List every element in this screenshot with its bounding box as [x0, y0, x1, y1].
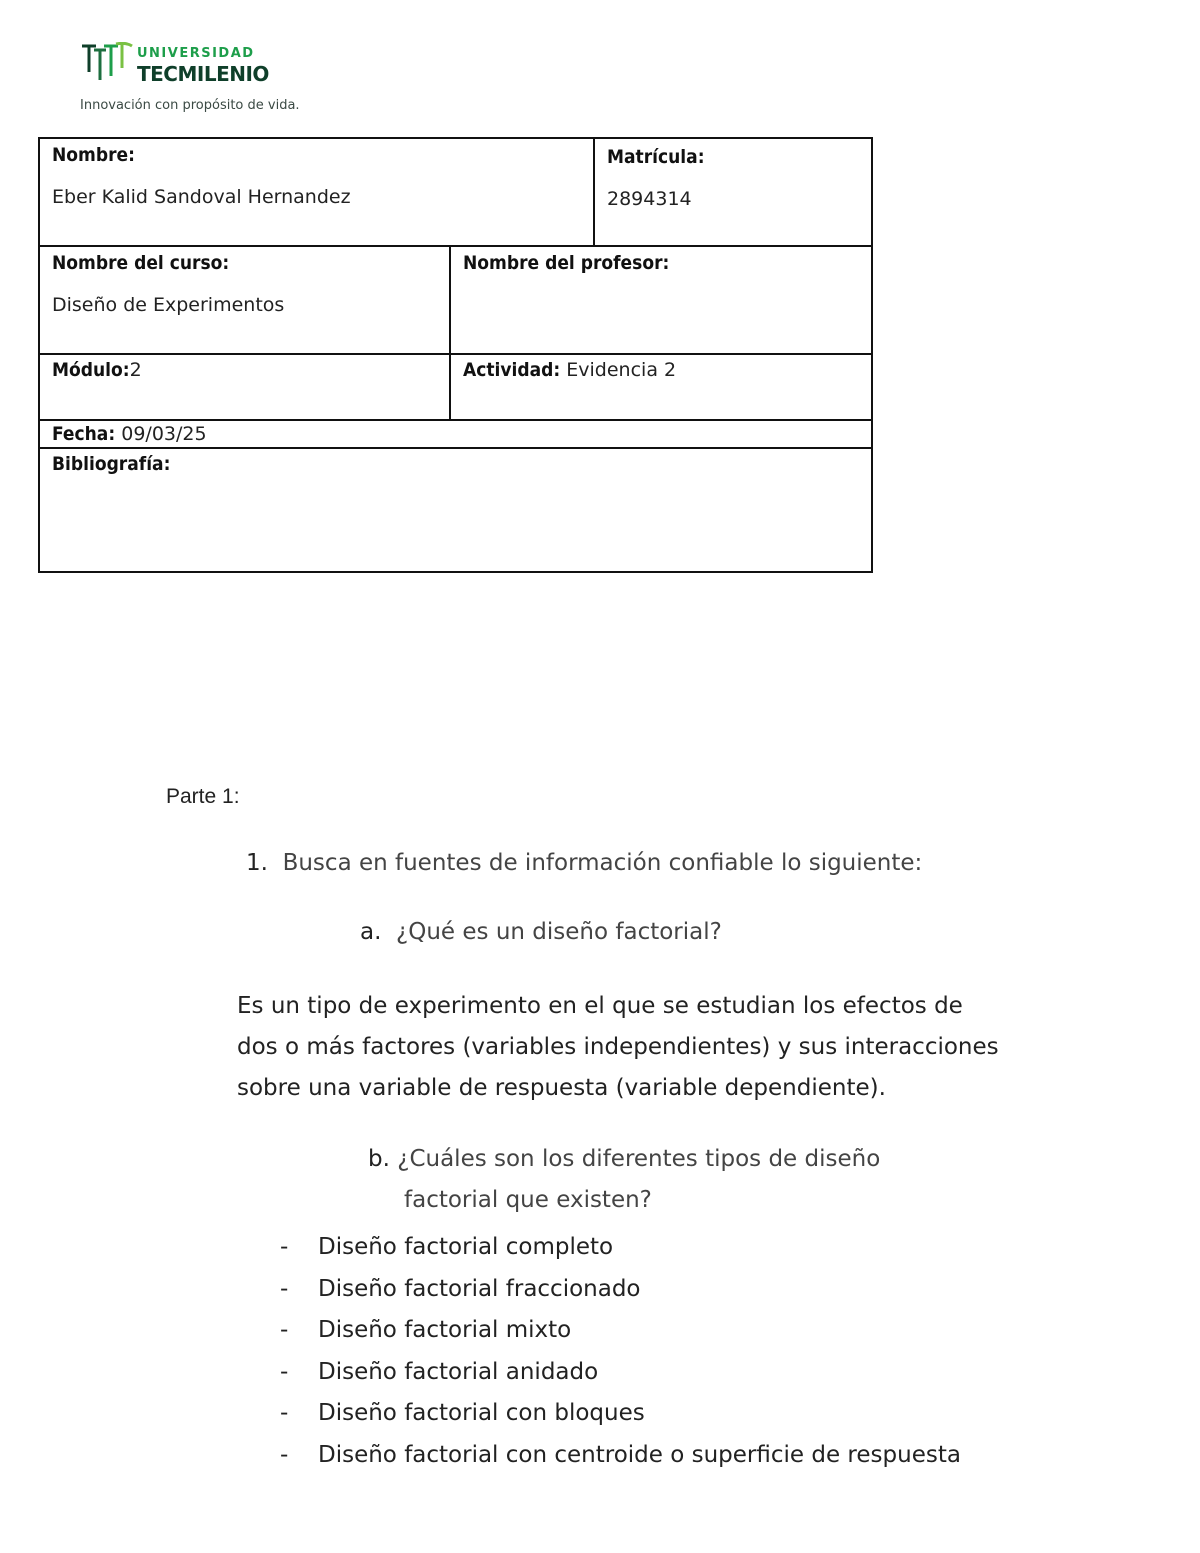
actividad-label: Actividad:	[463, 359, 561, 381]
curso-value: Diseño de Experimentos	[52, 294, 285, 316]
question-a-text: ¿Qué es un diseño factorial?	[396, 919, 722, 945]
question-b-line-2: factorial que existen?	[404, 1187, 652, 1213]
modulo-cell	[38, 353, 451, 421]
matricula-value: 2894314	[607, 188, 692, 210]
logo-university-text: UNIVERSIDAD	[137, 46, 255, 61]
answer-paragraph	[237, 986, 1037, 1109]
bullet-marker: -	[280, 1234, 289, 1260]
bullet-marker: -	[280, 1400, 289, 1426]
modulo-value: 2	[129, 359, 142, 381]
profesor-cell	[449, 245, 873, 355]
bullet-marker: -	[280, 1275, 289, 1302]
list-item	[280, 1400, 961, 1442]
list-item-text: Diseño factorial mixto	[318, 1317, 572, 1343]
question-b-letter: b.	[368, 1146, 390, 1172]
actividad-value: Evidencia 2	[566, 359, 677, 381]
question-b	[368, 1139, 928, 1221]
list-item	[280, 1359, 961, 1401]
list-item	[280, 1442, 961, 1484]
bibliografia-cell	[38, 447, 873, 573]
matricula-cell	[593, 137, 873, 247]
student-info-table	[38, 137, 873, 573]
fecha-value: 09/03/25	[121, 423, 207, 445]
university-logo	[80, 40, 320, 120]
list-item-text: Diseño factorial completo	[318, 1234, 614, 1260]
bullet-marker: -	[280, 1317, 289, 1343]
bullet-marker: -	[280, 1358, 289, 1385]
list-item-text: Diseño factorial anidado	[318, 1358, 599, 1385]
nombre-label: Nombre:	[52, 144, 135, 166]
profesor-label: Nombre del profesor:	[463, 252, 670, 274]
list-item-text: Diseño factorial con bloques	[318, 1400, 645, 1426]
question-1-text: Busca en fuentes de información confiable lo siguiente:	[282, 850, 923, 876]
fecha-label: Fecha:	[52, 423, 116, 445]
section-heading: Parte 1:	[166, 785, 240, 808]
logo-tagline: Innovación con propósito de vida.	[80, 98, 300, 113]
logo-name-text: TECMILENIO	[137, 62, 269, 86]
design-types-list	[280, 1234, 961, 1483]
list-item	[280, 1276, 961, 1318]
list-item-text: Diseño factorial fraccionado	[318, 1275, 641, 1302]
matricula-label: Matrícula:	[607, 146, 705, 168]
answer-line: dos o más factores (variables independientes) y sus interacciones	[237, 1034, 999, 1060]
actividad-cell	[449, 353, 873, 421]
answer-line: Es un tipo de experimento en el que se estudian los efectos de	[237, 993, 963, 1019]
bibliografia-label: Bibliografía:	[52, 453, 171, 475]
modulo-label: Módulo:	[52, 359, 130, 381]
question-a	[360, 919, 722, 945]
question-1	[246, 850, 922, 876]
list-item-text: Diseño factorial con centroide o superficie de respuesta	[318, 1441, 961, 1468]
nombre-value: Eber Kalid Sandoval Hernandez	[52, 186, 351, 208]
question-1-number: 1.	[246, 850, 268, 876]
question-a-letter: a.	[360, 919, 382, 945]
fecha-cell	[38, 419, 873, 449]
nombre-cell	[38, 137, 595, 247]
question-b-line-1: ¿Cuáles son los diferentes tipos de diseño	[397, 1146, 881, 1172]
list-item	[280, 1234, 961, 1276]
list-item	[280, 1317, 961, 1359]
bullet-marker: -	[280, 1441, 289, 1468]
tecmilenio-emblem-icon	[80, 42, 134, 86]
answer-line: sobre una variable de respuesta (variable dependiente).	[237, 1075, 886, 1101]
curso-cell	[38, 245, 451, 355]
curso-label: Nombre del curso:	[52, 252, 230, 274]
